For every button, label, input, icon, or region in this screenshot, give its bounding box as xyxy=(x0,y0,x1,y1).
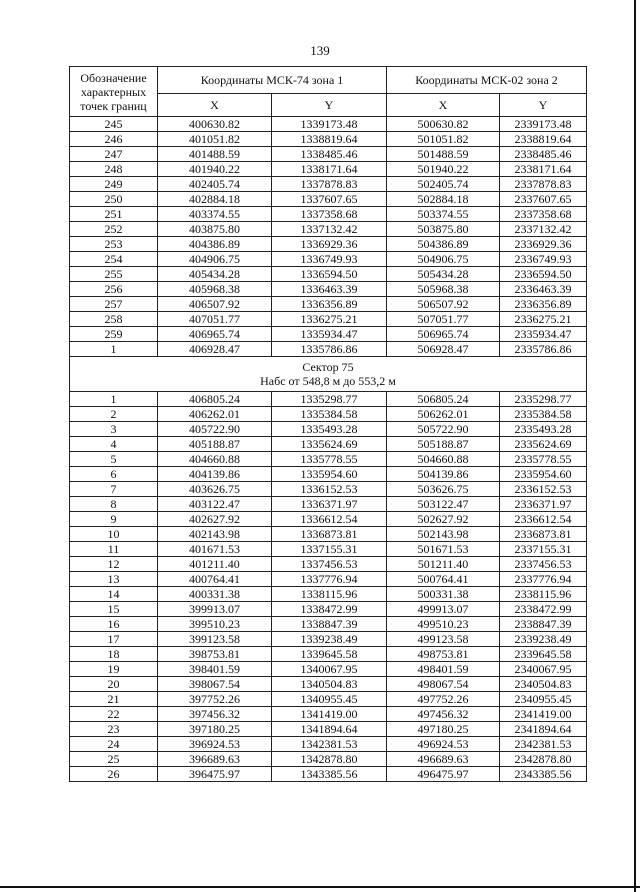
point-id-cell: 22 xyxy=(70,707,158,722)
point-id-cell: 21 xyxy=(70,692,158,707)
header-point-label: Обозначение характерных точек границ xyxy=(70,67,158,117)
table-row xyxy=(70,482,587,497)
msk02-x-cell: 501051.82 xyxy=(387,132,500,147)
msk74-y-cell: 1337358.68 xyxy=(272,207,387,222)
point-id-cell: 8 xyxy=(70,497,158,512)
sector-subtitle: Набс от 548,8 м до 553,2 м xyxy=(260,374,396,388)
msk74-x-cell: 396924.53 xyxy=(158,737,272,752)
msk02-x-cell: 505722.90 xyxy=(387,422,500,437)
point-id-cell: 18 xyxy=(70,647,158,662)
msk74-y-cell: 1335786.86 xyxy=(272,342,387,357)
msk02-x-cell: 506965.74 xyxy=(387,327,500,342)
header-msk74-x: X xyxy=(158,94,272,117)
msk02-y-cell: 2340955.45 xyxy=(500,692,587,707)
msk02-y-cell: 2336371.97 xyxy=(500,497,587,512)
msk02-y-cell: 2335624.69 xyxy=(500,437,587,452)
msk74-y-cell: 1338485.46 xyxy=(272,147,387,162)
msk02-y-cell: 2338819.64 xyxy=(500,132,587,147)
point-id-cell: 12 xyxy=(70,557,158,572)
table-row xyxy=(70,647,587,662)
msk02-x-cell: 506507.92 xyxy=(387,297,500,312)
msk02-y-cell: 2336152.53 xyxy=(500,482,587,497)
msk02-x-cell: 506928.47 xyxy=(387,342,500,357)
point-id-cell: 10 xyxy=(70,527,158,542)
msk74-x-cell: 406507.92 xyxy=(158,297,272,312)
msk74-y-cell: 1343385.56 xyxy=(272,767,387,782)
msk74-y-cell: 1336929.36 xyxy=(272,237,387,252)
table-row xyxy=(70,222,587,237)
point-id-cell: 257 xyxy=(70,297,158,312)
table-row xyxy=(70,602,587,617)
msk74-x-cell: 402884.18 xyxy=(158,192,272,207)
msk02-x-cell: 501211.40 xyxy=(387,557,500,572)
point-id-cell: 13 xyxy=(70,572,158,587)
table-row xyxy=(70,452,587,467)
msk02-x-cell: 501671.53 xyxy=(387,542,500,557)
msk02-x-cell: 504906.75 xyxy=(387,252,500,267)
table-row xyxy=(70,342,587,357)
msk02-y-cell: 2335954.60 xyxy=(500,467,587,482)
point-id-cell: 4 xyxy=(70,437,158,452)
msk74-x-cell: 401488.59 xyxy=(158,147,272,162)
point-id-cell: 252 xyxy=(70,222,158,237)
msk74-x-cell: 398067.54 xyxy=(158,677,272,692)
msk74-x-cell: 400764.41 xyxy=(158,572,272,587)
table-row xyxy=(70,252,587,267)
header-msk02-x: X xyxy=(387,94,500,117)
msk02-x-cell: 504660.88 xyxy=(387,452,500,467)
msk02-x-cell: 504139.86 xyxy=(387,467,500,482)
msk74-x-cell: 402627.92 xyxy=(158,512,272,527)
point-id-cell: 250 xyxy=(70,192,158,207)
msk02-y-cell: 2337607.65 xyxy=(500,192,587,207)
table-row xyxy=(70,572,587,587)
msk74-x-cell: 399123.58 xyxy=(158,632,272,647)
msk02-y-cell: 2340067.95 xyxy=(500,662,587,677)
table-row xyxy=(70,767,587,782)
point-id-cell: 5 xyxy=(70,452,158,467)
msk02-x-cell: 496924.53 xyxy=(387,737,500,752)
table-row xyxy=(70,722,587,737)
msk74-x-cell: 397456.32 xyxy=(158,707,272,722)
msk02-y-cell: 2336612.54 xyxy=(500,512,587,527)
msk02-x-cell: 498753.81 xyxy=(387,647,500,662)
header-msk74-y: Y xyxy=(272,94,387,117)
point-id-cell: 258 xyxy=(70,312,158,327)
msk74-x-cell: 398401.59 xyxy=(158,662,272,677)
point-id-cell: 1 xyxy=(70,392,158,407)
msk74-x-cell: 397180.25 xyxy=(158,722,272,737)
msk02-y-cell: 2338472.99 xyxy=(500,602,587,617)
msk74-x-cell: 407051.77 xyxy=(158,312,272,327)
scan-border-bottom xyxy=(0,886,640,888)
msk74-x-cell: 401940.22 xyxy=(158,162,272,177)
msk74-y-cell: 1342381.53 xyxy=(272,737,387,752)
point-id-cell: 249 xyxy=(70,177,158,192)
msk02-y-cell: 2339645.58 xyxy=(500,647,587,662)
table-row xyxy=(70,662,587,677)
table-row xyxy=(70,512,587,527)
point-id-cell: 15 xyxy=(70,602,158,617)
msk74-x-cell: 401671.53 xyxy=(158,542,272,557)
msk02-x-cell: 502884.18 xyxy=(387,192,500,207)
msk02-x-cell: 507051.77 xyxy=(387,312,500,327)
msk74-x-cell: 402405.74 xyxy=(158,177,272,192)
table-row xyxy=(70,737,587,752)
msk74-x-cell: 404386.89 xyxy=(158,237,272,252)
msk02-y-cell: 2339173.48 xyxy=(500,117,587,132)
msk02-x-cell: 503626.75 xyxy=(387,482,500,497)
msk74-y-cell: 1340067.95 xyxy=(272,662,387,677)
table-row xyxy=(70,147,587,162)
msk74-x-cell: 404139.86 xyxy=(158,467,272,482)
msk74-y-cell: 1336356.89 xyxy=(272,297,387,312)
header-row-groups xyxy=(70,67,587,94)
msk02-y-cell: 2335298.77 xyxy=(500,392,587,407)
msk74-y-cell: 1338115.96 xyxy=(272,587,387,602)
msk02-x-cell: 498067.54 xyxy=(387,677,500,692)
point-id-cell: 26 xyxy=(70,767,158,782)
msk02-y-cell: 2338485.46 xyxy=(500,147,587,162)
msk74-x-cell: 406805.24 xyxy=(158,392,272,407)
table-row xyxy=(70,312,587,327)
msk02-x-cell: 504386.89 xyxy=(387,237,500,252)
msk74-x-cell: 402143.98 xyxy=(158,527,272,542)
msk02-y-cell: 2337132.42 xyxy=(500,222,587,237)
point-id-cell: 17 xyxy=(70,632,158,647)
msk74-y-cell: 1336749.93 xyxy=(272,252,387,267)
header-group-msk74: Координаты МСК-74 зона 1 xyxy=(158,67,387,94)
msk74-y-cell: 1338819.64 xyxy=(272,132,387,147)
msk02-x-cell: 500630.82 xyxy=(387,117,500,132)
rows-before-sector xyxy=(70,117,587,357)
msk02-y-cell: 2336463.39 xyxy=(500,282,587,297)
point-id-cell: 14 xyxy=(70,587,158,602)
msk02-x-cell: 500331.38 xyxy=(387,587,500,602)
msk74-x-cell: 404906.75 xyxy=(158,252,272,267)
table-row xyxy=(70,237,587,252)
point-id-cell: 253 xyxy=(70,237,158,252)
msk02-y-cell: 2336929.36 xyxy=(500,237,587,252)
point-id-cell: 254 xyxy=(70,252,158,267)
msk02-y-cell: 2335934.47 xyxy=(500,327,587,342)
sector-title: Сектор 75 xyxy=(302,360,354,374)
msk74-y-cell: 1336371.97 xyxy=(272,497,387,512)
table-row xyxy=(70,177,587,192)
scan-border-right xyxy=(634,0,636,892)
msk74-x-cell: 396475.97 xyxy=(158,767,272,782)
msk74-x-cell: 406262.01 xyxy=(158,407,272,422)
msk02-x-cell: 505434.28 xyxy=(387,267,500,282)
msk74-x-cell: 401211.40 xyxy=(158,557,272,572)
sector-block xyxy=(70,357,587,392)
msk74-y-cell: 1338472.99 xyxy=(272,602,387,617)
table-row xyxy=(70,632,587,647)
msk02-x-cell: 503875.80 xyxy=(387,222,500,237)
table-row xyxy=(70,707,587,722)
table-row xyxy=(70,327,587,342)
msk02-y-cell: 2343385.56 xyxy=(500,767,587,782)
msk74-x-cell: 398753.81 xyxy=(158,647,272,662)
msk74-y-cell: 1338171.64 xyxy=(272,162,387,177)
point-id-cell: 259 xyxy=(70,327,158,342)
msk02-x-cell: 502143.98 xyxy=(387,527,500,542)
table-row xyxy=(70,617,587,632)
msk02-y-cell: 2337776.94 xyxy=(500,572,587,587)
msk02-x-cell: 496475.97 xyxy=(387,767,500,782)
msk74-y-cell: 1335934.47 xyxy=(272,327,387,342)
table-row xyxy=(70,192,587,207)
point-id-cell: 7 xyxy=(70,482,158,497)
msk74-x-cell: 405434.28 xyxy=(158,267,272,282)
msk02-y-cell: 2336594.50 xyxy=(500,267,587,282)
msk02-x-cell: 497456.32 xyxy=(387,707,500,722)
msk02-y-cell: 2336873.81 xyxy=(500,527,587,542)
msk74-x-cell: 399510.23 xyxy=(158,617,272,632)
msk74-y-cell: 1339645.58 xyxy=(272,647,387,662)
msk74-x-cell: 406965.74 xyxy=(158,327,272,342)
msk02-y-cell: 2336275.21 xyxy=(500,312,587,327)
point-id-cell: 19 xyxy=(70,662,158,677)
msk02-x-cell: 501488.59 xyxy=(387,147,500,162)
msk74-y-cell: 1335954.60 xyxy=(272,467,387,482)
msk74-y-cell: 1337132.42 xyxy=(272,222,387,237)
msk02-y-cell: 2336356.89 xyxy=(500,297,587,312)
msk02-y-cell: 2341894.64 xyxy=(500,722,587,737)
header-msk02-y: Y xyxy=(500,94,587,117)
msk74-x-cell: 405968.38 xyxy=(158,282,272,297)
table-row xyxy=(70,392,587,407)
msk02-y-cell: 2337155.31 xyxy=(500,542,587,557)
msk02-y-cell: 2337878.83 xyxy=(500,177,587,192)
msk02-y-cell: 2342381.53 xyxy=(500,737,587,752)
msk74-x-cell: 403626.75 xyxy=(158,482,272,497)
point-id-cell: 3 xyxy=(70,422,158,437)
msk74-x-cell: 400331.38 xyxy=(158,587,272,602)
msk02-x-cell: 505968.38 xyxy=(387,282,500,297)
table-row xyxy=(70,542,587,557)
msk02-x-cell: 499913.07 xyxy=(387,602,500,617)
msk02-y-cell: 2335778.55 xyxy=(500,452,587,467)
msk02-x-cell: 500764.41 xyxy=(387,572,500,587)
point-id-cell: 1 xyxy=(70,342,158,357)
msk02-y-cell: 2337456.53 xyxy=(500,557,587,572)
msk74-x-cell: 401051.82 xyxy=(158,132,272,147)
msk02-x-cell: 506262.01 xyxy=(387,407,500,422)
msk74-y-cell: 1336594.50 xyxy=(272,267,387,282)
msk02-x-cell: 497180.25 xyxy=(387,722,500,737)
msk74-y-cell: 1339173.48 xyxy=(272,117,387,132)
msk74-x-cell: 405188.87 xyxy=(158,437,272,452)
page-number: 139 xyxy=(310,43,330,58)
msk74-y-cell: 1337155.31 xyxy=(272,542,387,557)
table-row xyxy=(70,677,587,692)
table-row xyxy=(70,297,587,312)
msk02-y-cell: 2341419.00 xyxy=(500,707,587,722)
rows-after-sector xyxy=(70,392,587,782)
msk74-x-cell: 396689.63 xyxy=(158,752,272,767)
msk02-y-cell: 2338847.39 xyxy=(500,617,587,632)
msk74-y-cell: 1341419.00 xyxy=(272,707,387,722)
msk74-x-cell: 404660.88 xyxy=(158,452,272,467)
table-row xyxy=(70,207,587,222)
msk74-y-cell: 1337607.65 xyxy=(272,192,387,207)
msk74-y-cell: 1336463.39 xyxy=(272,282,387,297)
point-id-cell: 16 xyxy=(70,617,158,632)
point-id-cell: 6 xyxy=(70,467,158,482)
msk02-y-cell: 2342878.80 xyxy=(500,752,587,767)
point-id-cell: 20 xyxy=(70,677,158,692)
msk74-y-cell: 1342878.80 xyxy=(272,752,387,767)
msk74-y-cell: 1336152.53 xyxy=(272,482,387,497)
msk74-y-cell: 1335298.77 xyxy=(272,392,387,407)
msk74-y-cell: 1336275.21 xyxy=(272,312,387,327)
coordinates-table xyxy=(69,66,587,782)
msk74-y-cell: 1335624.69 xyxy=(272,437,387,452)
msk02-x-cell: 502405.74 xyxy=(387,177,500,192)
msk02-y-cell: 2336749.93 xyxy=(500,252,587,267)
table-row xyxy=(70,557,587,572)
msk74-y-cell: 1338847.39 xyxy=(272,617,387,632)
table-row xyxy=(70,422,587,437)
table-row xyxy=(70,587,587,602)
table-row xyxy=(70,282,587,297)
point-id-cell: 2 xyxy=(70,407,158,422)
msk74-y-cell: 1341894.64 xyxy=(272,722,387,737)
msk02-x-cell: 501940.22 xyxy=(387,162,500,177)
msk02-x-cell: 506805.24 xyxy=(387,392,500,407)
msk02-y-cell: 2335786.86 xyxy=(500,342,587,357)
msk74-x-cell: 403122.47 xyxy=(158,497,272,512)
msk02-y-cell: 2337358.68 xyxy=(500,207,587,222)
msk74-x-cell: 406928.47 xyxy=(158,342,272,357)
msk02-y-cell: 2338115.96 xyxy=(500,587,587,602)
table-row xyxy=(70,117,587,132)
point-id-cell: 23 xyxy=(70,722,158,737)
point-id-cell: 251 xyxy=(70,207,158,222)
msk02-x-cell: 497752.26 xyxy=(387,692,500,707)
table-row xyxy=(70,132,587,147)
msk74-x-cell: 405722.90 xyxy=(158,422,272,437)
table-row xyxy=(70,692,587,707)
msk02-x-cell: 502627.92 xyxy=(387,512,500,527)
msk74-y-cell: 1336873.81 xyxy=(272,527,387,542)
point-id-cell: 9 xyxy=(70,512,158,527)
point-id-cell: 11 xyxy=(70,542,158,557)
msk74-x-cell: 397752.26 xyxy=(158,692,272,707)
msk74-x-cell: 400630.82 xyxy=(158,117,272,132)
table-row xyxy=(70,407,587,422)
msk02-x-cell: 498401.59 xyxy=(387,662,500,677)
msk02-x-cell: 505188.87 xyxy=(387,437,500,452)
table-row xyxy=(70,527,587,542)
table-row xyxy=(70,437,587,452)
table-row xyxy=(70,467,587,482)
table-row xyxy=(70,497,587,512)
point-id-cell: 255 xyxy=(70,267,158,282)
msk74-y-cell: 1337456.53 xyxy=(272,557,387,572)
msk74-y-cell: 1339238.49 xyxy=(272,632,387,647)
msk74-y-cell: 1340504.83 xyxy=(272,677,387,692)
msk02-x-cell: 503122.47 xyxy=(387,497,500,512)
header-group-msk02: Координаты МСК-02 зона 2 xyxy=(387,67,587,94)
msk74-y-cell: 1335493.28 xyxy=(272,422,387,437)
msk02-y-cell: 2335384.58 xyxy=(500,407,587,422)
point-id-cell: 25 xyxy=(70,752,158,767)
msk74-y-cell: 1337776.94 xyxy=(272,572,387,587)
sector-row xyxy=(70,357,587,392)
msk74-y-cell: 1335778.55 xyxy=(272,452,387,467)
msk02-y-cell: 2335493.28 xyxy=(500,422,587,437)
msk02-y-cell: 2340504.83 xyxy=(500,677,587,692)
msk74-y-cell: 1337878.83 xyxy=(272,177,387,192)
msk02-x-cell: 499123.58 xyxy=(387,632,500,647)
point-id-cell: 256 xyxy=(70,282,158,297)
point-id-cell: 248 xyxy=(70,162,158,177)
table-header xyxy=(70,67,587,117)
msk74-y-cell: 1336612.54 xyxy=(272,512,387,527)
msk74-y-cell: 1340955.45 xyxy=(272,692,387,707)
sector-heading xyxy=(70,357,587,392)
point-id-cell: 245 xyxy=(70,117,158,132)
msk74-x-cell: 403374.55 xyxy=(158,207,272,222)
msk74-y-cell: 1335384.58 xyxy=(272,407,387,422)
table-row xyxy=(70,162,587,177)
msk02-x-cell: 496689.63 xyxy=(387,752,500,767)
point-id-cell: 247 xyxy=(70,147,158,162)
msk02-y-cell: 2339238.49 xyxy=(500,632,587,647)
msk02-x-cell: 499510.23 xyxy=(387,617,500,632)
msk02-x-cell: 503374.55 xyxy=(387,207,500,222)
point-id-cell: 24 xyxy=(70,737,158,752)
msk74-x-cell: 403875.80 xyxy=(158,222,272,237)
table-row xyxy=(70,752,587,767)
point-id-cell: 246 xyxy=(70,132,158,147)
msk74-x-cell: 399913.07 xyxy=(158,602,272,617)
msk02-y-cell: 2338171.64 xyxy=(500,162,587,177)
table-row xyxy=(70,267,587,282)
